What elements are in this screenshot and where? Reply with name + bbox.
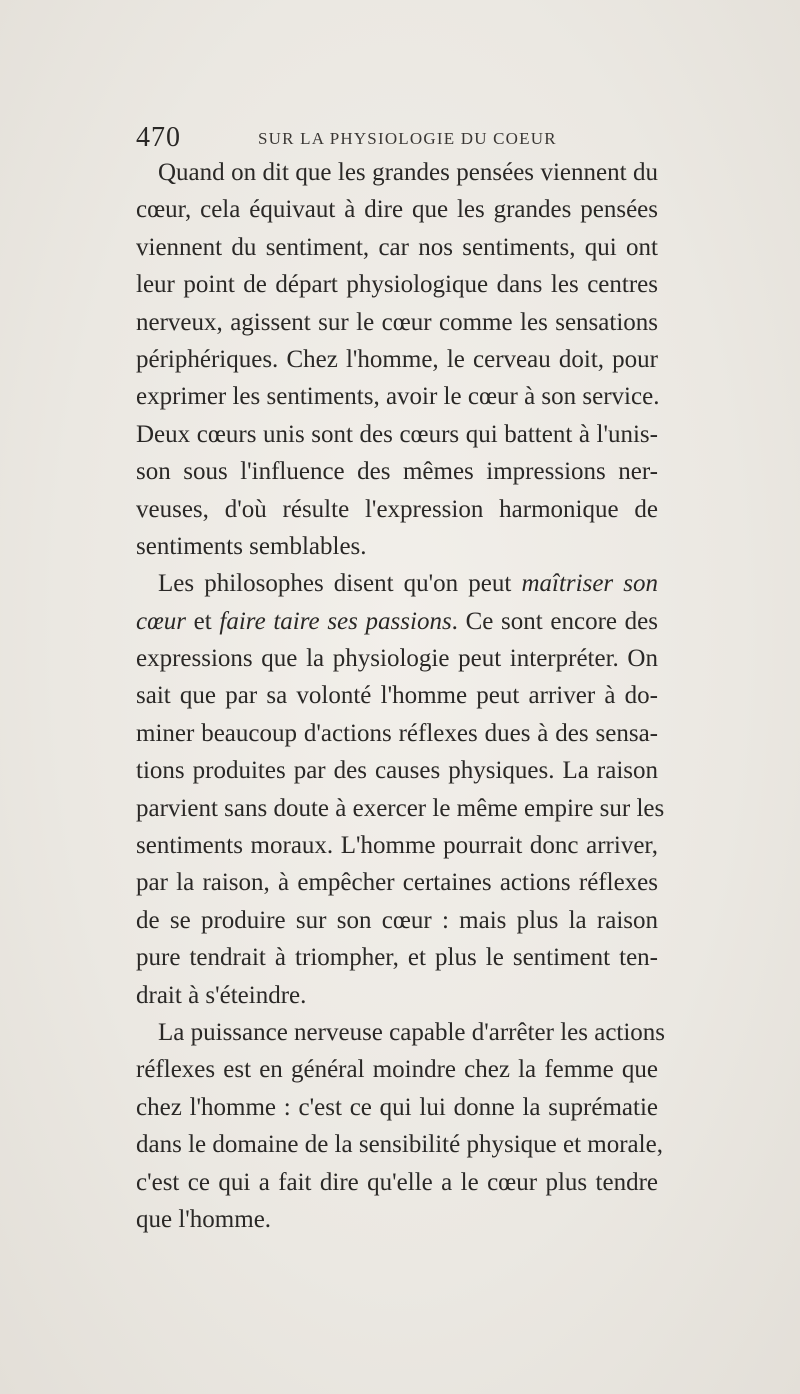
running-head: SUR LA PHYSIOLOGIE DU COEUR <box>258 129 557 148</box>
text-line: Quand on dit que les grandes pensées viennent du <box>158 159 658 186</box>
text-run: . Ce sont encore des <box>451 607 658 635</box>
text-line: sentiments semblables. <box>136 532 367 560</box>
text-line: de se produire sur son cœur : mais plus la raison <box>136 906 658 934</box>
text-line: périphériques. Chez l'homme, le cerveau doit, pour <box>136 345 658 373</box>
page-number: 470 <box>136 122 181 153</box>
italic-phrase: faire taire ses passions <box>219 607 452 635</box>
text-line: pure tendrait à triompher, et plus le sentiment ten- <box>136 944 658 972</box>
text-line: drait à s'éteindre. <box>136 981 307 1009</box>
text-line: c'est ce qui a fait dire qu'elle a le cœur plus tendre <box>136 1168 658 1196</box>
text-line: expressions que la physiologie peut interpréter. On <box>136 645 658 673</box>
text-line: tions produites par des causes physiques. La raison <box>136 757 658 785</box>
text-line: veuses, d'où résulte l'expression harmonique de <box>136 495 658 523</box>
text-line: dans le domaine de la sensibilité physique et morale, <box>136 1131 663 1159</box>
text-line: Deux cœurs unis sont des cœurs qui battent à l'unis- <box>136 420 658 448</box>
text-line: nerveux, agissent sur le cœur comme les sensations <box>136 308 658 336</box>
paragraph-1 <box>136 154 658 565</box>
text-line: chez l'homme : c'est ce qui lui donne la suprématie <box>136 1093 658 1121</box>
text-run: et <box>186 607 220 635</box>
text-line: sentiments moraux. L'homme pourrait donc arriver, <box>136 832 658 860</box>
text-run: Les philosophes disent qu'on peut <box>158 570 522 598</box>
text-line: leur point de départ physiologique dans les centres <box>136 271 658 299</box>
text-line: viennent du sentiment, car nos sentiments, qui ont <box>136 233 658 261</box>
text-line: La puissance nerveuse capable d'arrêter les actions <box>158 1018 666 1046</box>
text-line <box>136 603 658 640</box>
text-line: par la raison, à empêcher certaines actions réflexes <box>136 869 658 897</box>
paragraph-3 <box>136 1014 666 1238</box>
text-line: que l'homme. <box>136 1205 272 1233</box>
italic-phrase: maîtriser son <box>521 570 659 598</box>
text-line: parvient sans doute à exercer le même empire sur les <box>136 794 665 822</box>
text-line: son sous l'influence des mêmes impressions ner- <box>136 458 658 486</box>
text-line: miner beaucoup d'actions réflexes dues à des sensa- <box>136 719 658 747</box>
body-text <box>136 154 666 1238</box>
page-header <box>136 122 660 154</box>
paragraph-2 <box>136 565 665 1014</box>
text-line <box>136 565 658 602</box>
text-line: exprimer les sentiments, avoir le cœur à son service. <box>136 383 660 411</box>
italic-phrase: cœur <box>136 607 186 635</box>
text-line: réflexes est en général moindre chez la femme que <box>136 1056 658 1084</box>
text-line: sait que par sa volonté l'homme peut arriver à do- <box>136 682 658 710</box>
text-line: cœur, cela équivaut à dire que les grandes pensées <box>136 196 658 224</box>
